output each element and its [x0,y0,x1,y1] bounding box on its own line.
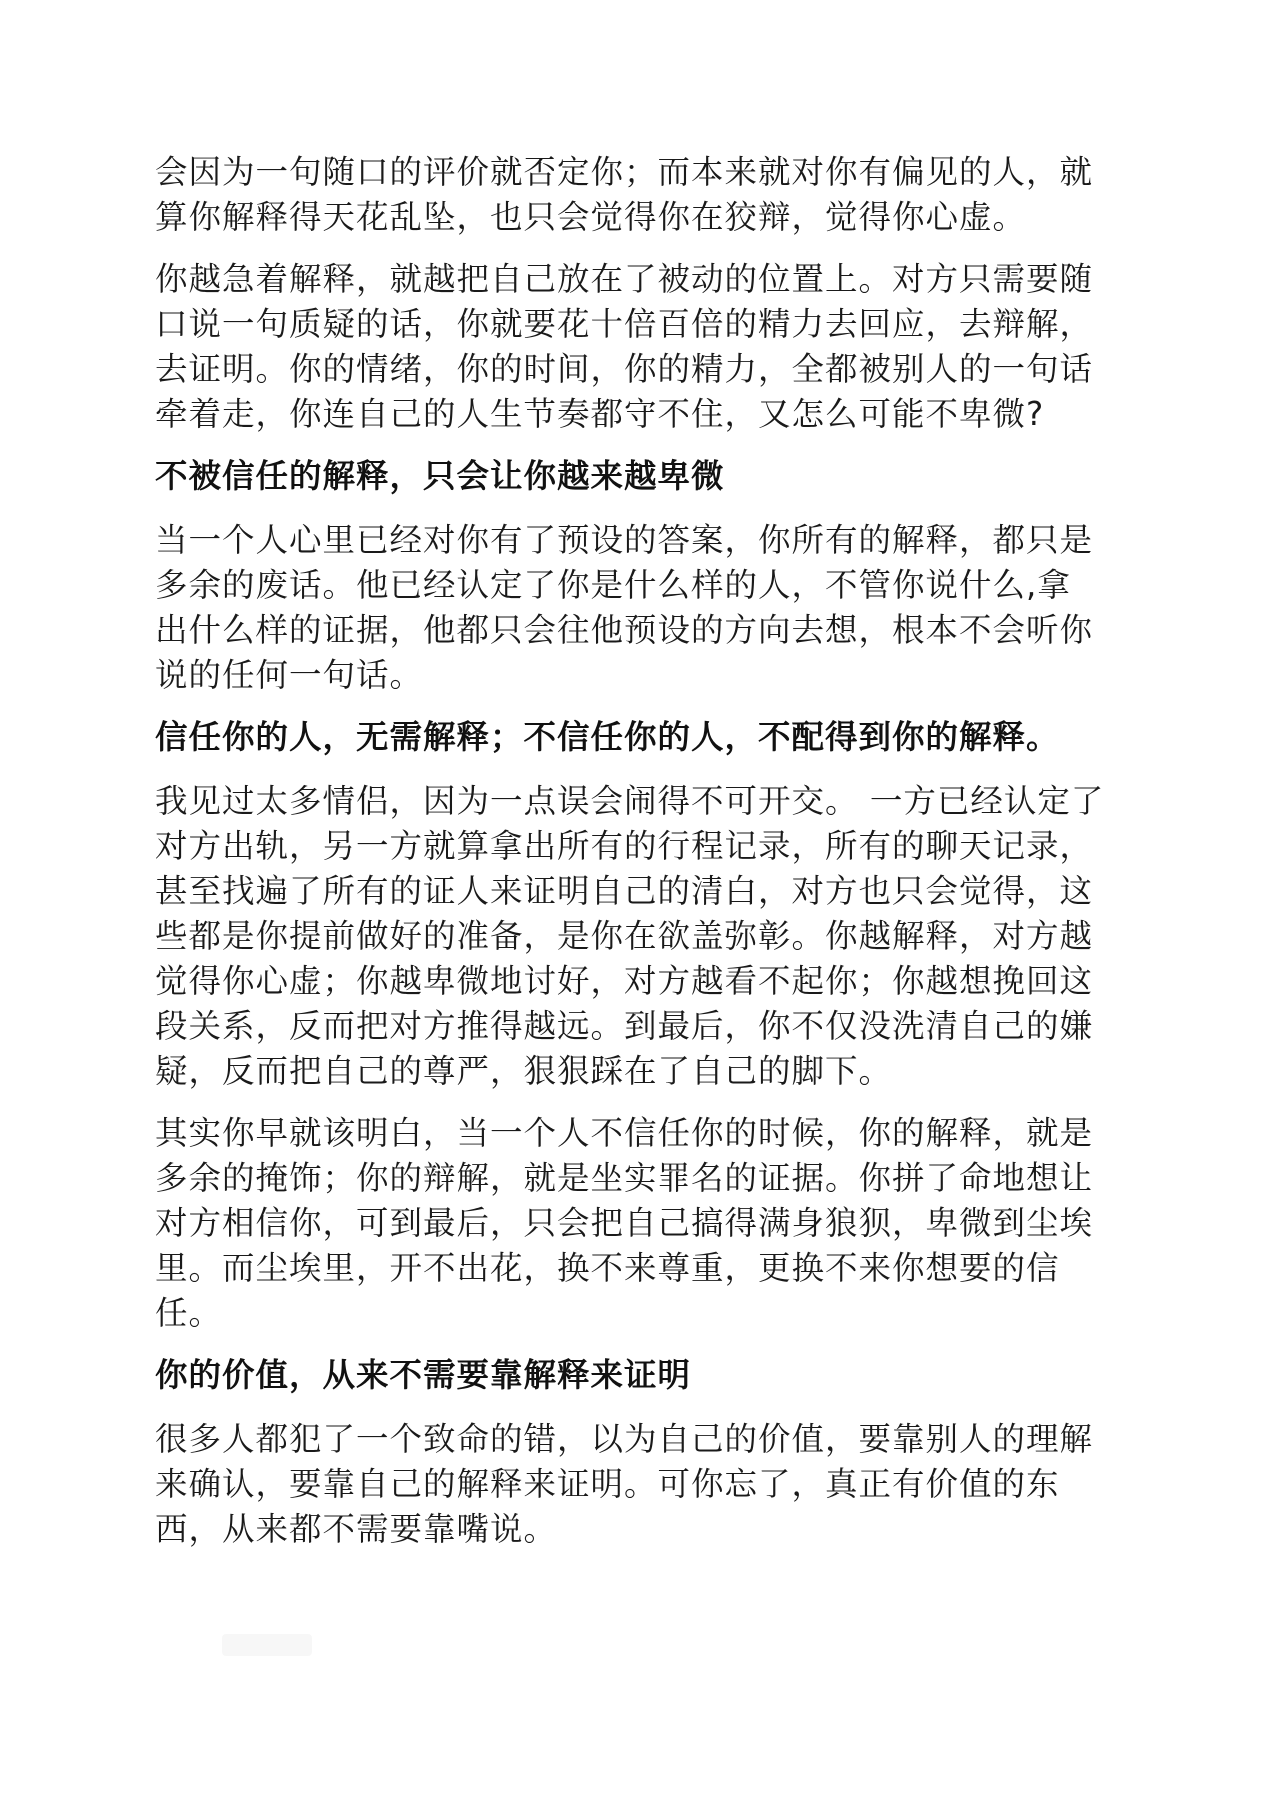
paragraph-2: 你越急着解释，就越把自己放在了被动的位置上。对方只需要随 口说一句质疑的话，你就要花十倍百倍的精力去回应，去辩解， 去证明。你的情绪，你的时间，你的精力，全都被别人的一句话 牵着走，你连自己的人生节奏都守不住，又怎么可能不卑微? [155,260,1094,433]
paragraph-4: 我见过太多情侣，因为一点误会闹得不可开交。 一方已经认定了 对方出轨，另一方就算拿出所有的行程记录，所有的聊天记录， 甚至找遍了所有的证人来证明自己的清白，对方也只会觉得，这 些都是你提前做好的准备，是你在欲盖弥彰。你越解释，对方越 觉得你心虚；你越卑微地讨好，对方越看不起你；你越想挽回这 段关系，反而把对方推得越远。到最后，你不仅没洗清自己的嫌 疑，反而把自己的尊严，狠狠踩在了自己的脚下。 [155,782,1105,1090]
scan-smudge [222,1634,312,1656]
paragraph-6: 很多人都犯了一个致命的错，以为自己的价值，要靠别人的理解 来确认，要靠自己的解释来证明。可你忘了，真正有价值的东 西，从来都不需要靠嘴说。 [155,1420,1094,1548]
section-heading-2: 信任你的人，无需解释；不信任你的人，不配得到你的解释。 [155,718,1060,756]
paragraph-3: 当一个人心里已经对你有了预设的答案，你所有的解释，都只是 多余的废话。他已经认定了你是什么样的人，不管你说什么,拿 出什么样的证据，他都只会往他预设的方向去想，根本不会听你 说的任何一句话。 [155,521,1094,694]
paragraph-1: 会因为一句随口的评价就否定你；而本来就对你有偏见的人，就 算你解释得天花乱坠，也只会觉得你在狡辩，觉得你心虚。 [155,153,1094,236]
section-heading-3: 你的价值，从来不需要靠解释来证明 [155,1356,692,1394]
article-body [155,150,1117,1569]
paragraph-5: 其实你早就该明白，当一个人不信任你的时候，你的解释，就是 多余的掩饰；你的辩解，就是坐实罪名的证据。你拼了命地想让 对方相信你，可到最后，只会把自己搞得满身狼狈，卑微到尘埃 里。而尘埃里，开不出花，换不来尊重，更换不来你想要的信 任。 [155,1114,1094,1332]
section-heading-1: 不被信任的解释，只会让你越来越卑微 [155,457,725,495]
